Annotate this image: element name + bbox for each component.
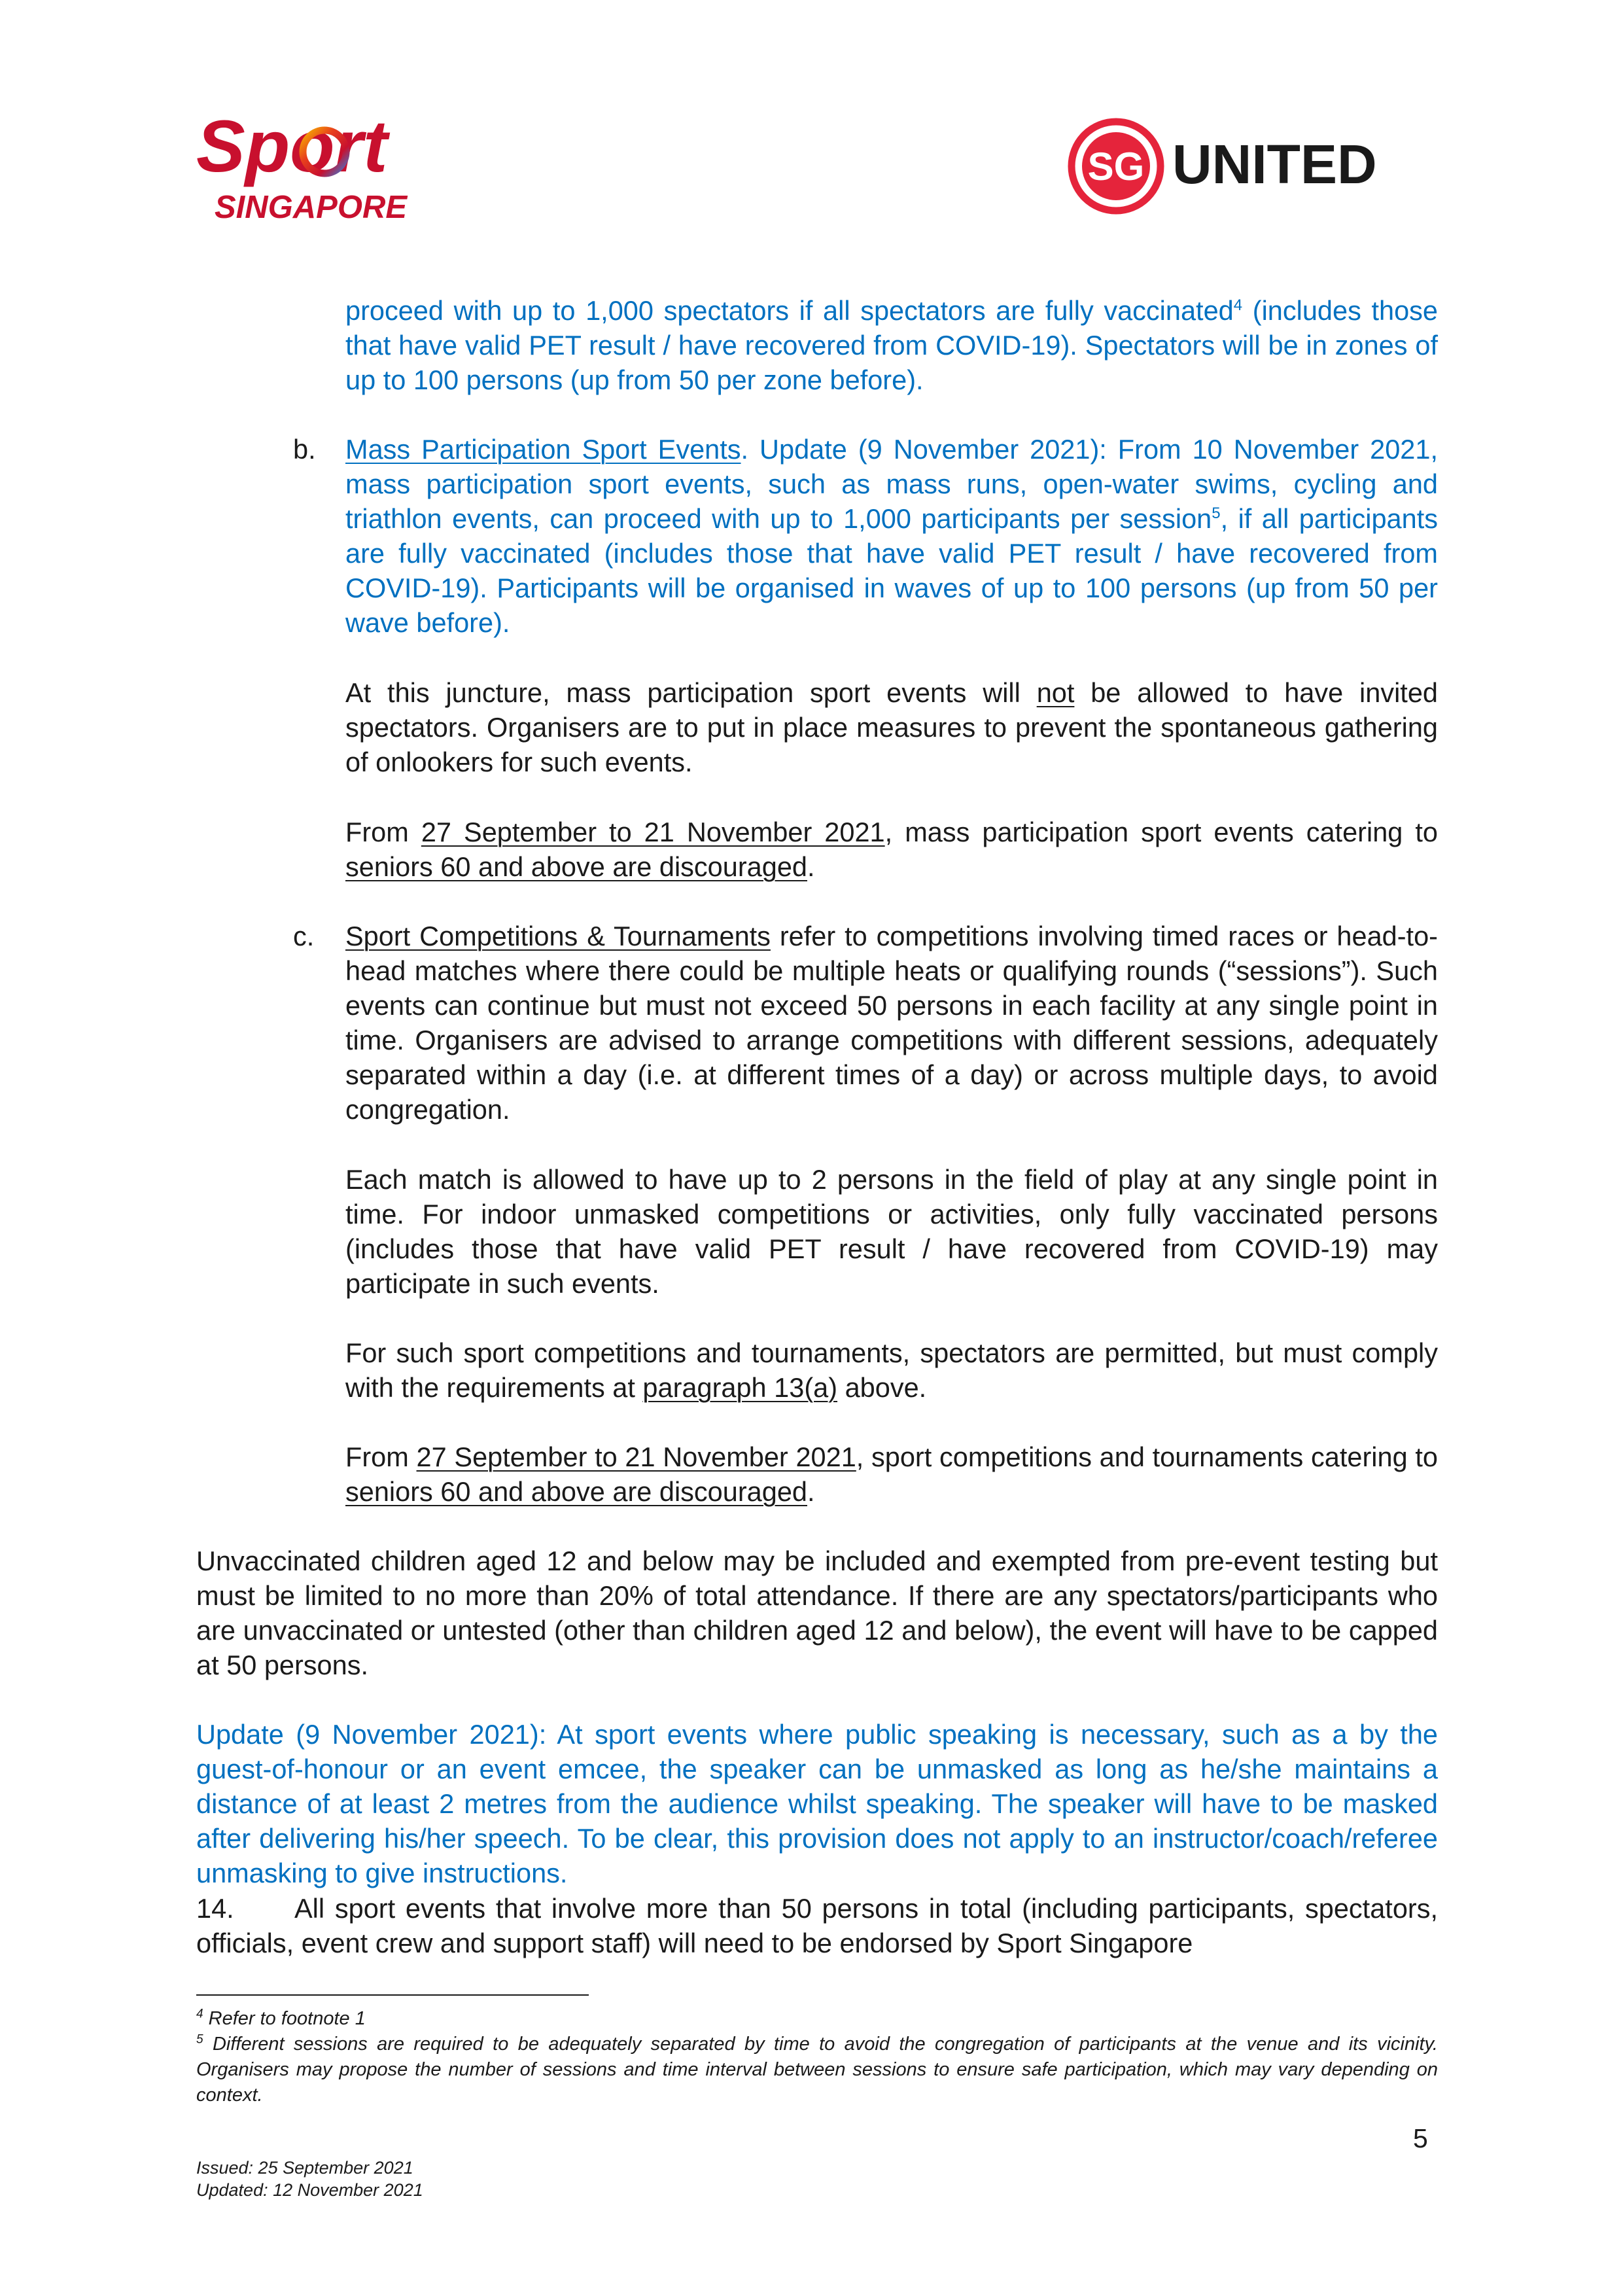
competition-seniors-paragraph: From 27 September to 21 November 2021, sport competitions and tournaments catering to seniors 60 and above are discouraged. <box>345 1441 1438 1507</box>
item-label-c: c. <box>293 921 315 951</box>
sg-badge-text: SG <box>1087 145 1145 188</box>
footnote-ref-4: 4 <box>1233 296 1243 315</box>
footnote-4: $^4$ Refer to footnote 1 <box>196 2007 366 2029</box>
unvaccinated-children-paragraph: Unvaccinated children aged 12 and below may be included and exempted from pre-event testing but must be limited to no more than 20% of total attendance. If there are any spectators/participants who are unvaccinated or untested (other than children aged 12 and below), the event will have to be capped at 50 persons. <box>196 1545 1438 1680</box>
sport-logo-word: Sport <box>196 105 388 187</box>
continued-paragraph: proceed with up to 1,000 spectators if all spectators are fully vaccinated$^4$ (includes those that have valid PET result / have recovered from COVID-19). Spectators will be in zones of up to 100 persons (up from 50 per zone before). <box>345 295 1438 395</box>
spectators-not-allowed-paragraph: At this juncture, mass participation sport events will not be allowed to have invited spectators. Organisers are to put in place measures to prevent the spontaneous gathering of onlookers for such events. <box>345 677 1438 777</box>
footnote-ref-5: 5 <box>1212 504 1221 523</box>
sport-logo-sub: SINGAPORE <box>215 190 408 225</box>
item-label-b: b. <box>293 434 316 465</box>
competitions-title: Sport Competitions & Tournaments <box>345 921 771 951</box>
public-speaking-update-paragraph: Update (9 November 2021): At sport events where public speaking is necessary, such as a by the guest-of-honour or an event emcee, the speaker can be unmasked as long as he/she maintains a distance of at least 2 metres from the audience whilst speaking. The speaker will have to be masked after delivering his/her speech. To be clear, this provision does not apply to an instructor/coach/referee unmasking to give instructions. <box>196 1719 1438 1888</box>
sg-logo-word: UNITED <box>1172 133 1377 195</box>
sport-singapore-logo <box>196 98 445 229</box>
mass-participation-paragraph: Mass Participation Sport Events. Update (9 November 2021): From 10 November 2021, mass participation sport events, such as mass runs, open-water swims, cycling and triathlon events, can proceed with up to 1,000 participants per session$^5$, if all participants are fully vaccinated (includes those that have valid PET result / have recovered from COVID-19). Participants will be organised in waves of up to 100 persons (up from 50 per wave before). <box>345 434 1438 638</box>
match-persons-paragraph: Each match is allowed to have up to 2 persons in the field of play at any single point in time. For indoor unmasked competitions or activities, only fully vaccinated persons (includes those that have valid PET result / have recovered from COVID-19) may participate in such events. <box>345 1164 1438 1299</box>
sg-united-logo <box>1066 116 1426 215</box>
competitions-paragraph: Sport Competitions & Tournaments refer to competitions involving timed races or head-to-head matches where there could be multiple heats or qualifying rounds (“sessions”). Such events can continue but must not exceed 50 persons in each facility at any single point in time. Organisers are advised to arrange competitions with different sessions, adequately separated within a day (i.e. at different times of a day) or across multiple days, to avoid congregation. <box>345 921 1438 1125</box>
competition-spectators-paragraph: For such sport competitions and tournaments, spectators are permitted, but must comply with the requirements at paragraph 13(a) above. <box>345 1337 1438 1403</box>
mass-participation-title: Mass Participation Sport Events <box>345 434 741 465</box>
footnote-5: $^5$ Different sessions are required to be adequately separated by time to avoid the congregation of participants at the venue and its vicinity. Organisers may propose the number of sessions and time interval between sessions to ensure safe participation, which may vary depending on context. <box>196 2032 1438 2106</box>
paragraph-14: 14. All sport events that involve more than 50 persons in total (including participants, spectators, officials, event crew and support staff) will need to be endorsed by Sport Singapore <box>196 1893 1438 1958</box>
footnote-separator <box>196 1994 589 1996</box>
updated-date: Updated: 12 November 2021 <box>196 2180 423 2200</box>
seniors-discouraged-paragraph: From 27 September to 21 November 2021, mass participation sport events catering to seniors 60 and above are discouraged. <box>345 817 1438 882</box>
page-number: 5 <box>1413 2123 1428 2153</box>
issued-date: Issued: 25 September 2021 <box>196 2158 413 2178</box>
